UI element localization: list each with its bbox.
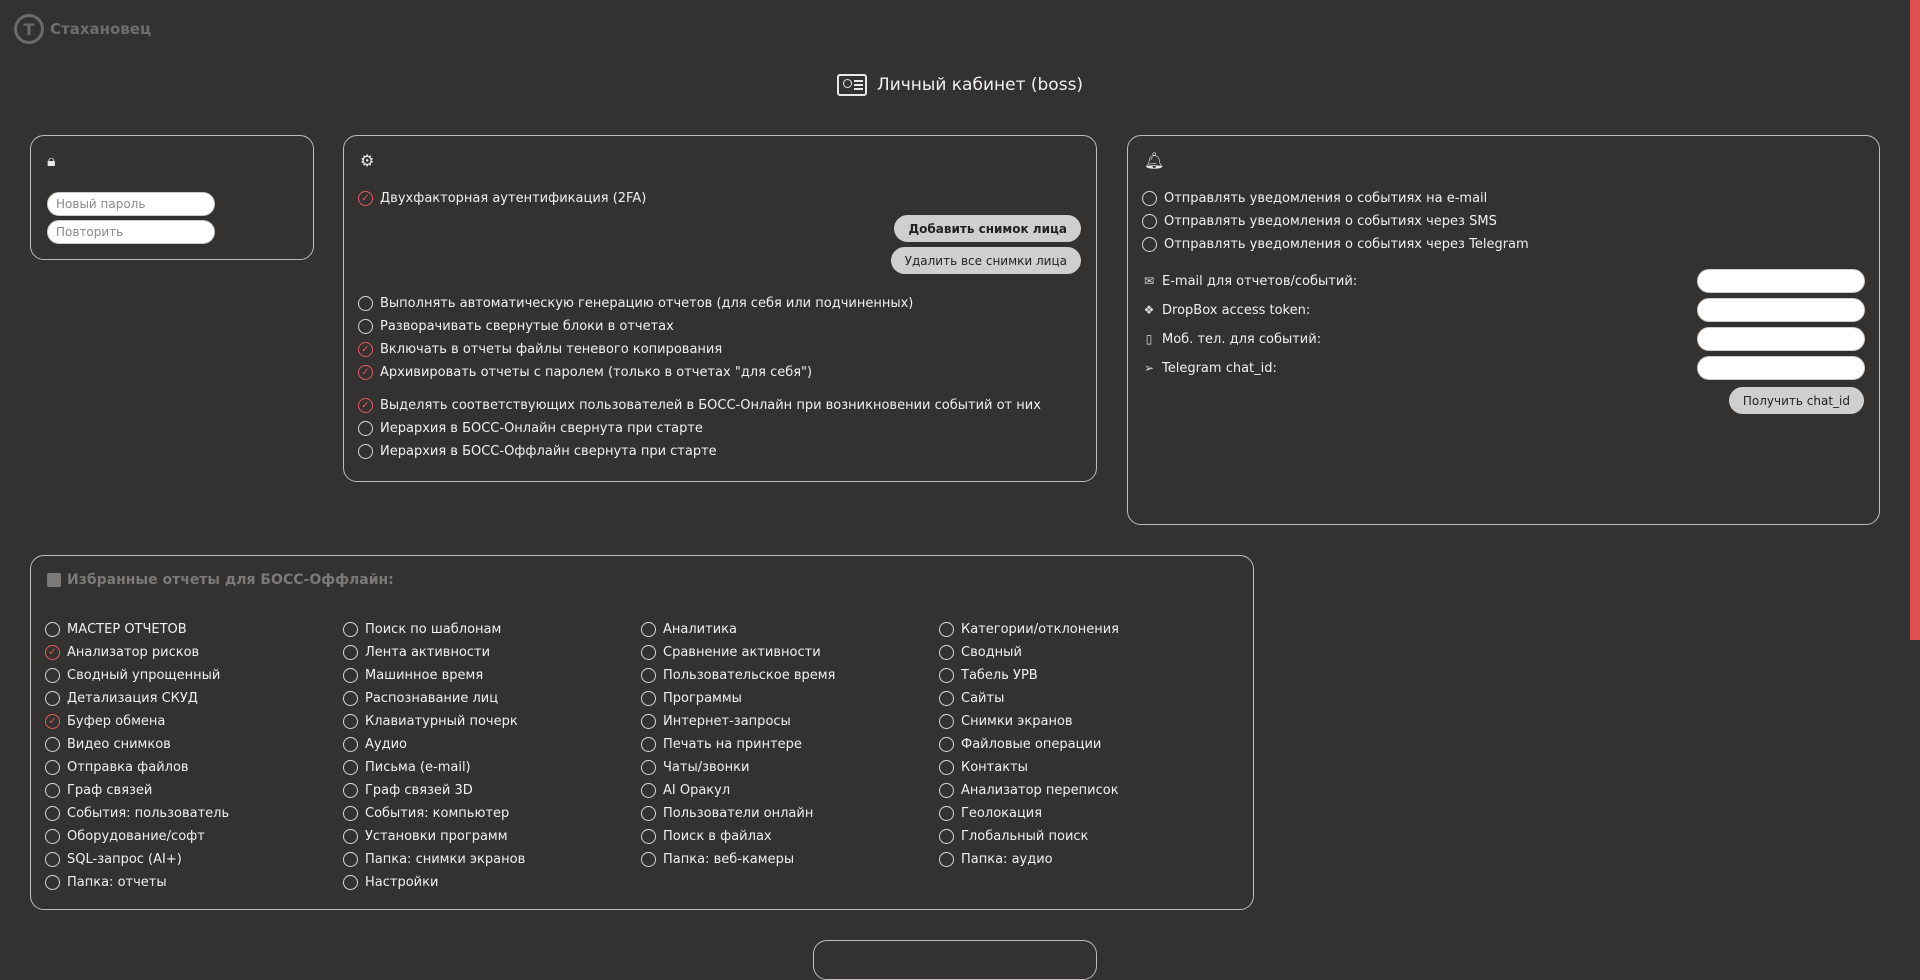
report-checkbox[interactable] [343,622,358,637]
favorite-report-item[interactable] [45,664,229,687]
field-label-text: Telegram chat_id: [1162,360,1277,376]
report-label: События: компьютер [365,806,510,821]
favorite-report-item[interactable] [343,641,525,664]
notify-field-input[interactable] [1697,327,1865,351]
option-label: Архивировать отчеты с паролем (только в отчетах "для себя") [380,365,813,380]
report-checkbox[interactable] [45,829,60,844]
favorite-report-item[interactable] [45,733,229,756]
report-label: Глобальный поиск [961,829,1089,844]
field-label-text: DropBox access token: [1162,302,1311,318]
report-label: Пользовательское время [663,668,836,683]
favorite-report-item[interactable] [641,618,835,641]
report-label: Анализатор рисков [67,645,200,660]
report-checkbox[interactable] [939,668,954,683]
bottom-panel [813,940,1097,980]
favorites-column [939,618,1119,871]
favorite-report-item[interactable] [641,664,835,687]
favorites-title [47,572,394,588]
settings-option[interactable] [358,444,717,459]
settings-option[interactable] [358,319,674,334]
report-label: Оборудование/софт [67,829,205,844]
option-label: Включать в отчеты файлы теневого копирования [380,342,723,357]
report-checkbox[interactable] [641,668,656,683]
page-title [0,74,1920,96]
option-checkbox[interactable] [358,421,373,436]
favorite-report-item[interactable] [343,756,525,779]
report-label: Чаты/звонки [663,760,750,775]
report-label: AI Оракул [663,783,731,798]
favorite-report-item[interactable] [45,848,229,871]
telegram-icon: ➢ [1143,361,1155,375]
report-checkbox[interactable] [939,806,954,821]
notify-option[interactable] [1142,214,1497,229]
notify-field-row [1142,298,1865,322]
report-label: Табель УРВ [961,668,1038,683]
report-checkbox[interactable] [641,645,656,660]
report-checkbox[interactable] [45,875,60,890]
option-checkbox[interactable] [1142,191,1157,206]
favorite-report-item[interactable] [45,756,229,779]
favorite-report-item[interactable] [939,618,1119,641]
option-label: Иерархия в БОСС-Онлайн свернута при старте [380,421,703,436]
field-label [1142,361,1277,376]
favorite-report-item[interactable] [343,779,525,802]
favorite-report-item[interactable] [939,710,1119,733]
favorite-report-item[interactable] [641,756,835,779]
field-label-text: E-mail для отчетов/событий: [1162,273,1358,289]
settings-option[interactable] [358,342,722,357]
report-label: Интернет-запросы [663,714,791,729]
report-label: Установки программ [365,829,508,844]
favorite-report-item[interactable] [641,641,835,664]
twofa-checkbox[interactable]: ✓ [358,191,373,206]
report-label: Снимки экранов [961,714,1073,729]
report-checkbox[interactable] [641,760,656,775]
favorite-reports-panel [30,555,1254,910]
report-label: Видео снимков [67,737,171,752]
report-checkbox[interactable] [641,783,656,798]
password-panel [30,135,314,260]
favorite-report-item[interactable] [939,802,1119,825]
report-checkbox[interactable] [939,714,954,729]
report-label: Клавиатурный почерк [365,714,518,729]
settings-option[interactable] [358,296,913,311]
favorite-report-item[interactable] [45,825,229,848]
report-checkbox[interactable] [343,875,358,890]
option-checkbox[interactable]: ✓ [358,342,373,357]
report-label: Машинное время [365,668,484,683]
report-label: SQL-запрос (AI+) [67,852,182,867]
report-label: Граф связей [67,783,153,798]
favorite-report-item[interactable] [45,618,229,641]
option-checkbox[interactable]: ✓ [358,365,373,380]
report-checkbox[interactable] [641,691,656,706]
report-label: Граф связей 3D [365,783,473,798]
report-checkbox[interactable] [939,760,954,775]
favorite-report-item[interactable] [939,825,1119,848]
report-label: Отправка файлов [67,760,189,775]
favorite-report-item[interactable] [641,779,835,802]
favorites-column [641,618,835,871]
report-checkbox[interactable] [45,783,60,798]
favorite-report-item[interactable] [939,848,1119,871]
report-label: Файловые операции [961,737,1102,752]
report-label: Поиск в файлах [663,829,772,844]
favorite-report-item[interactable] [343,848,525,871]
favorite-report-item[interactable] [939,779,1119,802]
favorite-report-item[interactable] [343,825,525,848]
report-checkbox[interactable] [939,829,954,844]
favorite-report-item[interactable] [45,687,229,710]
get-chat-id-button[interactable]: Получить chat_id [1729,387,1864,414]
report-checkbox[interactable] [343,668,358,683]
report-label: Письма (e-mail) [365,760,471,775]
report-checkbox[interactable] [343,783,358,798]
report-label: Детализация СКУД [67,691,198,706]
report-label: Сайты [961,691,1005,706]
report-checkbox[interactable] [641,829,656,844]
report-checkbox[interactable] [939,691,954,706]
report-label: Распознавание лиц [365,691,499,706]
favorite-report-item[interactable] [343,733,525,756]
notifications-panel [1127,135,1880,525]
favorite-report-item[interactable] [641,802,835,825]
report-label: Папка: аудио [961,852,1053,867]
add-face-button[interactable]: Добавить снимок лица [894,215,1081,242]
gear-icon: ⚙ [360,151,375,170]
report-checkbox[interactable] [343,737,358,752]
report-checkbox[interactable] [343,691,358,706]
report-checkbox[interactable]: ✓ [45,645,60,660]
report-checkbox[interactable] [343,852,358,867]
option-label: Выполнять автоматическую генерацию отчетов (для себя или подчиненных) [380,296,914,311]
report-checkbox[interactable] [45,806,60,821]
favorite-report-item[interactable] [343,618,525,641]
report-label: Лента активности [365,645,491,660]
report-checkbox[interactable] [641,737,656,752]
favorite-report-item[interactable] [343,802,525,825]
option-checkbox[interactable] [1142,214,1157,229]
envelope-icon: ✉ [1143,274,1155,288]
report-checkbox[interactable] [343,760,358,775]
favorite-report-item[interactable] [641,733,835,756]
report-label: Контакты [961,760,1028,775]
settings-option[interactable] [358,421,703,436]
report-label: Настройки [365,875,439,890]
option-checkbox[interactable]: ✓ [358,398,373,413]
favorites-title-text: Избранные отчеты для БОСС-Оффлайн: [67,572,394,588]
logo-icon: Т [14,14,44,44]
option-label: Отправлять уведомления о событиях на e-mail [1164,191,1488,206]
report-checkbox[interactable] [45,852,60,867]
field-label [1142,274,1357,289]
report-checkbox[interactable] [45,668,60,683]
report-label: Аудио [365,737,407,752]
id-card-icon [837,74,867,96]
report-label: Сводный [961,645,1022,660]
report-label: Программы [663,691,742,706]
report-label: Буфер обмена [67,714,166,729]
report-checkbox[interactable] [641,622,656,637]
lock-icon: 🔒︎ [47,151,56,170]
favorite-report-item[interactable] [343,710,525,733]
page-title-text: Личный кабинет (boss) [876,75,1084,95]
report-label: События: пользователь [67,806,230,821]
option-label: Отправлять уведомления о событиях через Telegram [1164,237,1529,252]
report-checkbox[interactable] [939,852,954,867]
report-label: Геолокация [961,806,1043,821]
field-label-text: Моб. тел. для событий: [1162,331,1322,347]
favorite-report-item[interactable] [343,664,525,687]
new-password-input[interactable] [47,192,215,216]
brand-name: Стахановец [50,20,152,38]
favorite-report-item[interactable] [343,871,525,894]
option-checkbox[interactable] [1142,237,1157,252]
favorite-report-item[interactable] [343,687,525,710]
notify-field-row [1142,356,1865,380]
favorites-column [45,618,229,894]
report-checkbox[interactable] [641,714,656,729]
dropbox-icon: ❖ [1143,303,1155,317]
bar-chart-icon [47,573,61,587]
favorite-report-item[interactable] [45,779,229,802]
favorite-report-item[interactable] [939,641,1119,664]
bell-icon: 🔔︎ [1144,151,1165,170]
report-checkbox[interactable] [939,645,954,660]
favorite-report-item[interactable] [641,687,835,710]
favorite-report-item[interactable] [939,664,1119,687]
option-label: Разворачивать свернутые блоки в отчетах [380,319,674,334]
field-label [1142,332,1321,347]
report-checkbox[interactable] [45,622,60,637]
report-checkbox[interactable] [939,622,954,637]
report-label: Поиск по шаблонам [365,622,502,637]
favorite-report-item[interactable] [641,710,835,733]
option-checkbox[interactable] [358,296,373,311]
report-checkbox[interactable] [343,829,358,844]
notify-field-row [1142,269,1865,293]
report-checkbox[interactable]: ✓ [45,714,60,729]
report-label: Аналитика [663,622,737,637]
settings-option[interactable] [358,398,1041,413]
favorite-report-item[interactable] [939,756,1119,779]
favorite-report-item[interactable] [45,871,229,894]
report-label: Сравнение активности [663,645,821,660]
option-checkbox[interactable] [358,319,373,334]
notify-field-input[interactable] [1697,356,1865,380]
settings-option[interactable] [358,365,812,380]
report-label: Категории/отклонения [961,622,1119,637]
report-label: Пользователи онлайн [663,806,814,821]
notify-field-row [1142,327,1865,351]
report-checkbox[interactable] [939,737,954,752]
report-checkbox[interactable] [45,691,60,706]
option-label: Отправлять уведомления о событиях через SMS [1164,214,1497,229]
report-label: Папка: веб-камеры [663,852,795,867]
twofa-option[interactable] [358,191,646,206]
option-label: Выделять соответствующих пользователей в БОСС-Онлайн при возникновении событий от них [380,398,1041,413]
report-checkbox[interactable] [45,737,60,752]
field-label [1142,303,1310,318]
phone-icon: ▯ [1145,332,1153,346]
favorite-report-item[interactable] [45,710,229,733]
favorite-report-item[interactable] [641,825,835,848]
report-label: Печать на принтере [663,737,802,752]
notify-option[interactable] [1142,237,1529,252]
brand-logo[interactable] [14,14,151,44]
report-label: Анализатор переписок [961,783,1119,798]
repeat-password-input[interactable] [47,220,215,244]
report-checkbox[interactable] [939,783,954,798]
scrollbar-thumb[interactable] [1910,0,1920,640]
report-label: МАСТЕР ОТЧЕТОВ [67,622,187,637]
report-label: Папка: отчеты [67,875,167,890]
favorite-report-item[interactable] [45,641,229,664]
favorites-column [343,618,525,894]
report-checkbox[interactable] [343,806,358,821]
favorite-report-item[interactable] [641,848,835,871]
report-checkbox[interactable] [641,806,656,821]
report-checkbox[interactable] [45,760,60,775]
favorite-report-item[interactable] [939,687,1119,710]
favorite-report-item[interactable] [939,733,1119,756]
report-label: Папка: снимки экранов [365,852,526,867]
delete-faces-button[interactable]: Удалить все снимки лица [891,247,1081,274]
report-checkbox[interactable] [641,852,656,867]
notify-field-input[interactable] [1697,269,1865,293]
option-checkbox[interactable] [358,444,373,459]
favorite-report-item[interactable] [45,802,229,825]
option-label: Иерархия в БОСС-Оффлайн свернута при старте [380,444,717,459]
report-checkbox[interactable] [343,645,358,660]
notify-field-input[interactable] [1697,298,1865,322]
notify-option[interactable] [1142,191,1487,206]
settings-panel [343,135,1097,482]
option-label: Двухфакторная аутентификация (2FA) [380,191,647,206]
report-checkbox[interactable] [343,714,358,729]
report-label: Сводный упрощенный [67,668,221,683]
